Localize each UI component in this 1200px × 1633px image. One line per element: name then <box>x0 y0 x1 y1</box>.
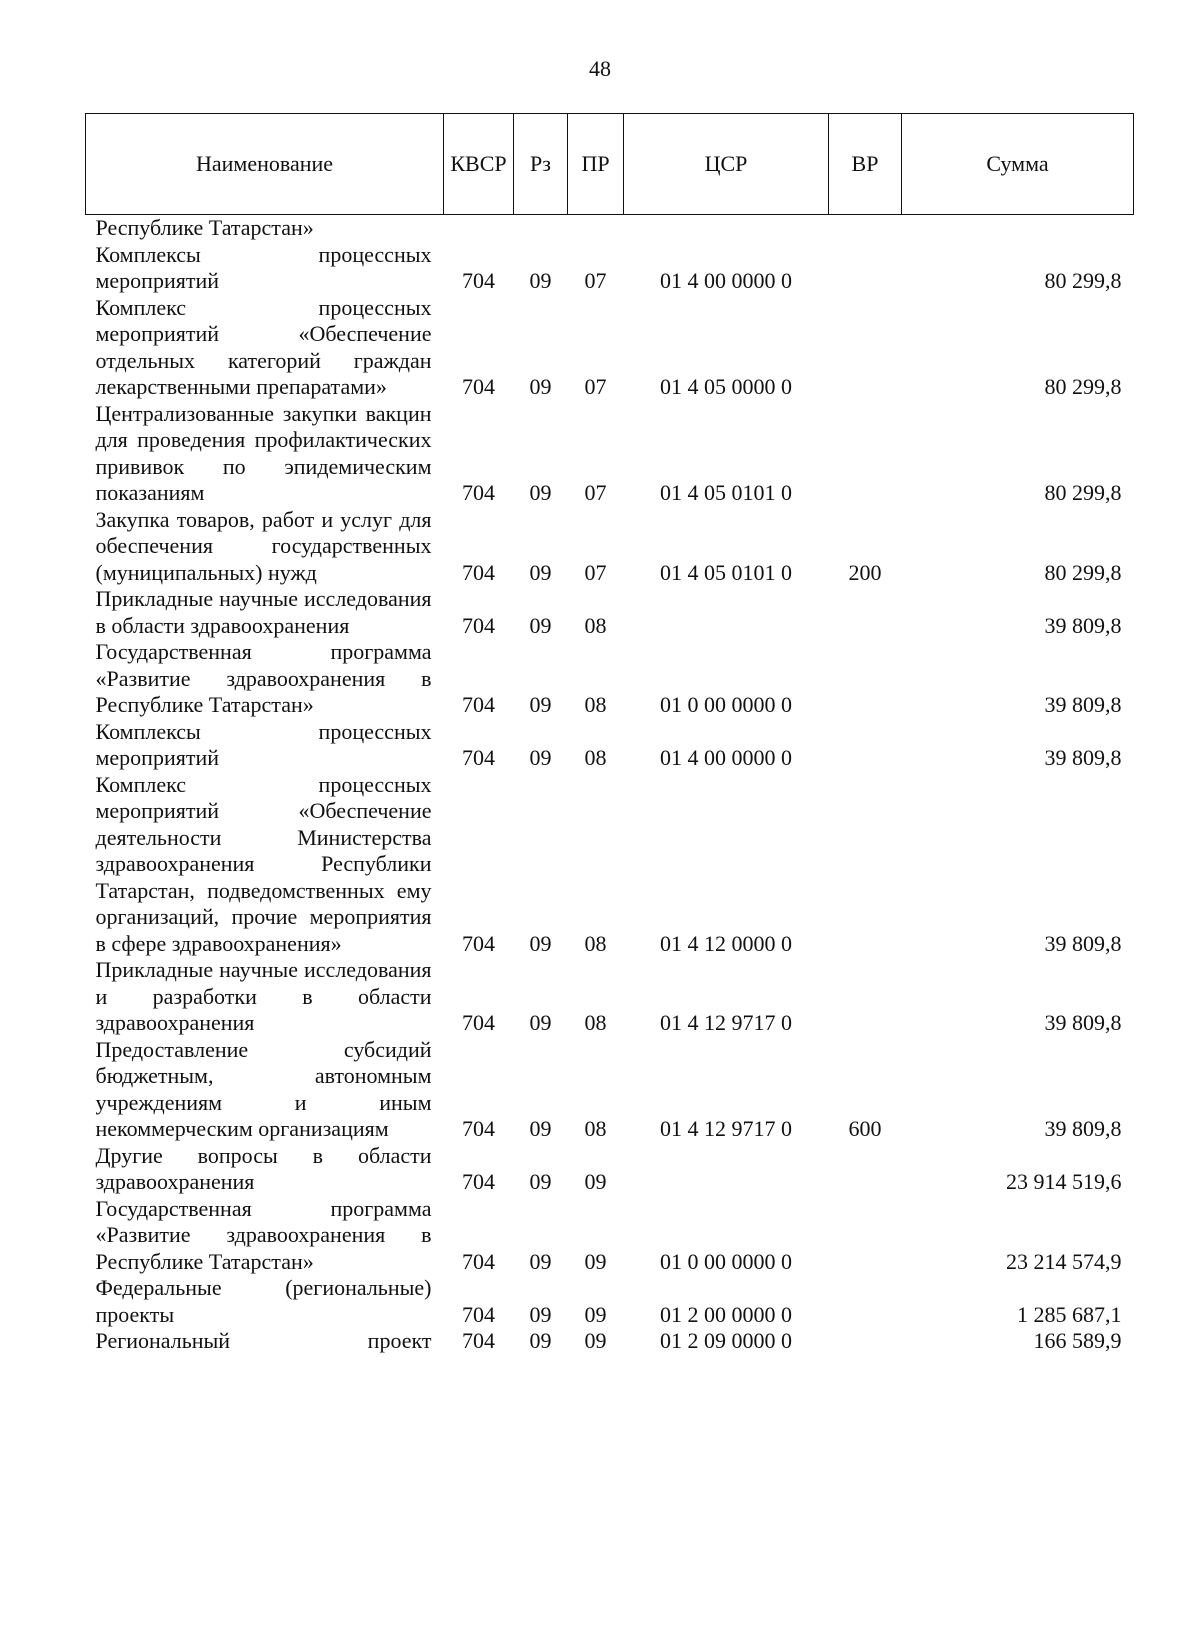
row-kvsr: 704 <box>462 612 495 638</box>
row-name: Федеральные (региональные) проекты <box>95 1275 432 1327</box>
row-vr <box>829 639 902 719</box>
budget-table <box>85 113 1134 1355</box>
row-csr: 01 4 05 0000 0 <box>660 374 792 399</box>
row-csr <box>624 1143 829 1196</box>
header-vr: ВР <box>829 114 902 215</box>
row-kvsr: 704 <box>462 268 495 293</box>
row-pr: 08 <box>584 745 607 770</box>
row-vr <box>829 295 902 401</box>
row-name: Закупка товаров, работ и услуг для обеспечения государственных (муниципальных) нужд <box>95 506 432 585</box>
row-name: Предоставление субсидий бюджетным, автономным учреждениям и иным некоммерческим организациям <box>95 1036 432 1141</box>
row-csr: 01 4 05 0101 0 <box>660 559 792 585</box>
row-name: Комплексы процессных мероприятий <box>95 718 432 770</box>
row-rz: 09 <box>529 1301 552 1327</box>
header-sum: Сумма <box>902 114 1134 215</box>
row-rz: 09 <box>529 1116 552 1141</box>
row-rz: 09 <box>529 612 552 638</box>
row-vr: 200 <box>848 559 882 585</box>
row-sum <box>902 215 1134 242</box>
row-csr: 01 0 00 0000 0 <box>660 1248 792 1274</box>
row-name: Государственная программа «Развитие здравоохранения в Республике Татарстан» <box>95 1195 432 1274</box>
row-name: Прикладные научные исследования и разработки в области здравоохранения <box>95 957 432 1035</box>
row-pr: 08 <box>584 1116 607 1141</box>
row-name: Республике Татарстан» <box>95 215 314 240</box>
row-rz: 09 <box>529 692 552 717</box>
row-name: Комплекс процессных мероприятий «Обеспечение деятельности Министерства здравоохранения Республики Татарстан, подведомственных ему организаций, прочие мероприятия в сфере здравоохранения» <box>95 771 432 956</box>
row-rz: 09 <box>529 268 552 293</box>
row-csr: 01 4 00 0000 0 <box>660 268 792 293</box>
row-rz: 09 <box>529 1010 552 1035</box>
header-csr: ЦСР <box>624 114 829 215</box>
table-row <box>86 586 1134 639</box>
row-rz: 09 <box>529 480 552 505</box>
row-kvsr: 704 <box>462 480 495 505</box>
row-csr: 01 2 09 0000 0 <box>660 1328 792 1353</box>
row-pr <box>568 215 624 242</box>
row-kvsr: 704 <box>462 374 495 399</box>
header-kvsr: КВСР <box>444 114 514 215</box>
row-sum: 166 589,9 <box>1033 1328 1122 1353</box>
row-sum: 80 299,8 <box>1044 268 1122 293</box>
row-kvsr <box>444 215 514 242</box>
row-csr <box>624 586 829 639</box>
row-sum: 80 299,8 <box>1044 480 1122 505</box>
row-name: Комплекс процессных мероприятий «Обеспечение отдельных категорий граждан лекарственными препаратами» <box>95 294 432 399</box>
row-csr: 01 0 00 0000 0 <box>660 692 792 717</box>
row-csr: 01 4 12 0000 0 <box>660 930 792 956</box>
row-name: Государственная программа «Развитие здравоохранения в Республике Татарстан» <box>95 639 432 717</box>
row-rz: 09 <box>529 930 552 956</box>
row-pr: 09 <box>584 1328 607 1353</box>
row-vr <box>829 401 902 507</box>
row-pr: 09 <box>584 1169 607 1194</box>
row-rz: 09 <box>529 559 552 585</box>
row-rz: 09 <box>529 374 552 399</box>
row-vr <box>829 1328 902 1355</box>
row-name: Прикладные научные исследования в области здравоохранения <box>95 586 432 638</box>
table-row <box>86 1328 1134 1355</box>
row-kvsr: 704 <box>462 1248 495 1274</box>
row-pr: 07 <box>584 559 607 585</box>
row-sum: 1 285 687,1 <box>1017 1301 1122 1327</box>
table-row <box>86 639 1134 719</box>
row-pr: 08 <box>584 930 607 956</box>
row-sum: 80 299,8 <box>1044 374 1122 399</box>
row-vr: 600 <box>848 1116 882 1141</box>
table-row <box>86 719 1134 772</box>
row-csr: 01 4 12 9717 0 <box>660 1116 792 1141</box>
row-vr <box>829 586 902 639</box>
table-row <box>86 507 1134 587</box>
row-sum: 39 809,8 <box>1044 692 1122 717</box>
row-csr: 01 4 00 0000 0 <box>660 745 792 770</box>
row-pr: 09 <box>584 1248 607 1274</box>
row-vr <box>829 772 902 958</box>
row-sum: 39 809,8 <box>1044 930 1122 956</box>
header-name: Наименование <box>86 114 444 215</box>
row-rz <box>514 215 568 242</box>
row-pr: 07 <box>584 374 607 399</box>
row-pr: 08 <box>584 1010 607 1035</box>
row-name: Комплексы процессных мероприятий <box>95 241 432 293</box>
row-sum: 80 299,8 <box>1044 559 1122 585</box>
row-sum: 39 809,8 <box>1044 612 1122 638</box>
row-vr <box>829 1143 902 1196</box>
table-row <box>86 772 1134 958</box>
page-number: 48 <box>589 56 611 81</box>
row-csr: 01 4 05 0101 0 <box>660 480 792 505</box>
row-vr <box>829 242 902 295</box>
row-pr: 07 <box>584 268 607 293</box>
row-pr: 08 <box>584 692 607 717</box>
table-row <box>86 957 1134 1037</box>
row-vr <box>829 1196 902 1276</box>
row-sum: 39 809,8 <box>1044 1116 1122 1141</box>
row-csr: 01 2 00 0000 0 <box>660 1301 792 1327</box>
row-rz: 09 <box>529 1169 552 1194</box>
row-kvsr: 704 <box>462 1116 495 1141</box>
table-header <box>86 114 1134 215</box>
row-kvsr: 704 <box>462 692 495 717</box>
row-vr <box>829 215 902 242</box>
row-kvsr: 704 <box>462 745 495 770</box>
row-pr: 08 <box>584 612 607 638</box>
row-kvsr: 704 <box>462 930 495 956</box>
table-row <box>86 401 1134 507</box>
row-name: Другие вопросы в области здравоохранения <box>95 1142 432 1194</box>
header-pr: ПР <box>568 114 624 215</box>
table-row <box>86 1037 1134 1143</box>
row-csr: 01 4 12 9717 0 <box>660 1010 792 1035</box>
table-row <box>86 1143 1134 1196</box>
row-kvsr: 704 <box>462 1301 495 1327</box>
row-sum: 39 809,8 <box>1044 1010 1122 1035</box>
table-row <box>86 215 1134 242</box>
row-name: Региональный проект <box>95 1328 432 1353</box>
row-sum: 39 809,8 <box>1044 745 1122 770</box>
table-row <box>86 1196 1134 1276</box>
table-row <box>86 295 1134 401</box>
row-vr <box>829 1275 902 1328</box>
row-pr: 07 <box>584 480 607 505</box>
row-kvsr: 704 <box>462 1010 495 1035</box>
row-rz: 09 <box>529 745 552 770</box>
row-kvsr: 704 <box>462 559 495 585</box>
row-pr: 09 <box>584 1301 607 1327</box>
row-vr <box>829 719 902 772</box>
table-row <box>86 242 1134 295</box>
row-kvsr: 704 <box>462 1328 495 1353</box>
row-name: Централизованные закупки вакцин для проведения профилактических прививок по эпидемическим показаниям <box>95 400 432 505</box>
row-sum: 23 914 519,6 <box>1006 1169 1122 1194</box>
row-rz: 09 <box>529 1328 552 1353</box>
table-row <box>86 1275 1134 1328</box>
table-body <box>86 215 1134 1355</box>
row-sum: 23 214 574,9 <box>1006 1248 1122 1274</box>
row-csr <box>624 215 829 242</box>
row-vr <box>829 957 902 1037</box>
row-rz: 09 <box>529 1248 552 1274</box>
row-kvsr: 704 <box>462 1169 495 1194</box>
header-rz: Рз <box>514 114 568 215</box>
